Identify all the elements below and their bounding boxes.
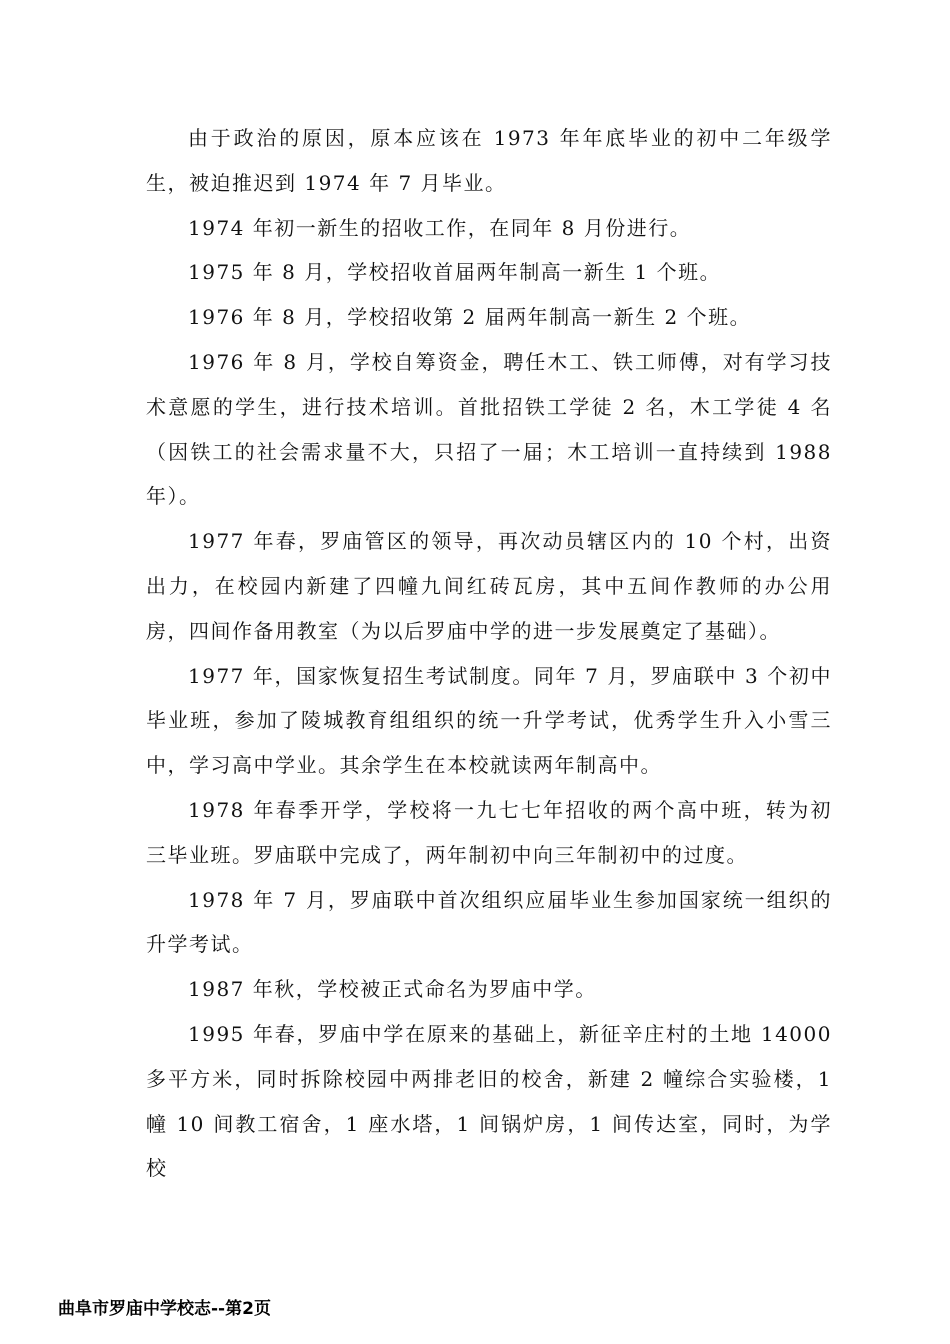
paragraph: 1976 年 8 月，学校自筹资金，聘任木工、铁工师傅，对有学习技术意愿的学生，进行技术培训。首批招铁工学徒 2 名，木工学徒 4 名（因铁工的社会需求量不大，只招了一届；木工培训一直持续到 1988 年）。 — [146, 349, 832, 509]
paragraph: 1987 年秋，学校被正式命名为罗庙中学。 — [188, 977, 597, 1002]
paragraph: 1975 年 8 月，学校招收首届两年制高一新生 1 个班。 — [188, 260, 722, 285]
body-text — [146, 116, 832, 1191]
paragraph: 1976 年 8 月，学校招收第 2 届两年制高一新生 2 个班。 — [188, 305, 752, 330]
paragraph: 1995 年春，罗庙中学在原来的基础上，新征辛庄村的土地 14000 多平方米，同时拆除校园中两排老旧的校舍，新建 2 幢综合实验楼，1 幢 10 间教工宿舍，1 座水塔，1 间锅炉房，1 间传达室，同时，为学校 — [146, 1021, 832, 1181]
paragraph: 1974 年初一新生的招收工作，在同年 8 月份进行。 — [188, 215, 692, 240]
paragraph: 1978 年 7 月，罗庙联中首次组织应届毕业生参加国家统一组织的升学考试。 — [146, 887, 832, 957]
paragraph: 1977 年春，罗庙管区的领导，再次动员辖区内的 10 个村，出资出力，在校园内新建了四幢九间红砖瓦房，其中五间作教师的办公用房，四间作备用教室（为以后罗庙中学的进一步发展奠定了基础）。 — [146, 529, 832, 643]
paragraph: 由于政治的原因，原本应该在 1973 年年底毕业的初中二年级学生，被迫推迟到 1974 年 7 月毕业。 — [146, 126, 832, 195]
page-footer: 曲阜市罗庙中学校志--第2页 — [58, 1299, 271, 1319]
paragraph: 1978 年春季开学，学校将一九七七年招收的两个高中班，转为初三毕业班。罗庙联中完成了，两年制初中向三年制初中的过度。 — [146, 797, 832, 867]
paragraph: 1977 年，国家恢复招生考试制度。同年 7 月，罗庙联中 3 个初中毕业班，参加了陵城教育组组织的统一升学考试，优秀学生升入小雪三中，学习高中学业。其余学生在本校就读两年制高中。 — [146, 663, 832, 778]
